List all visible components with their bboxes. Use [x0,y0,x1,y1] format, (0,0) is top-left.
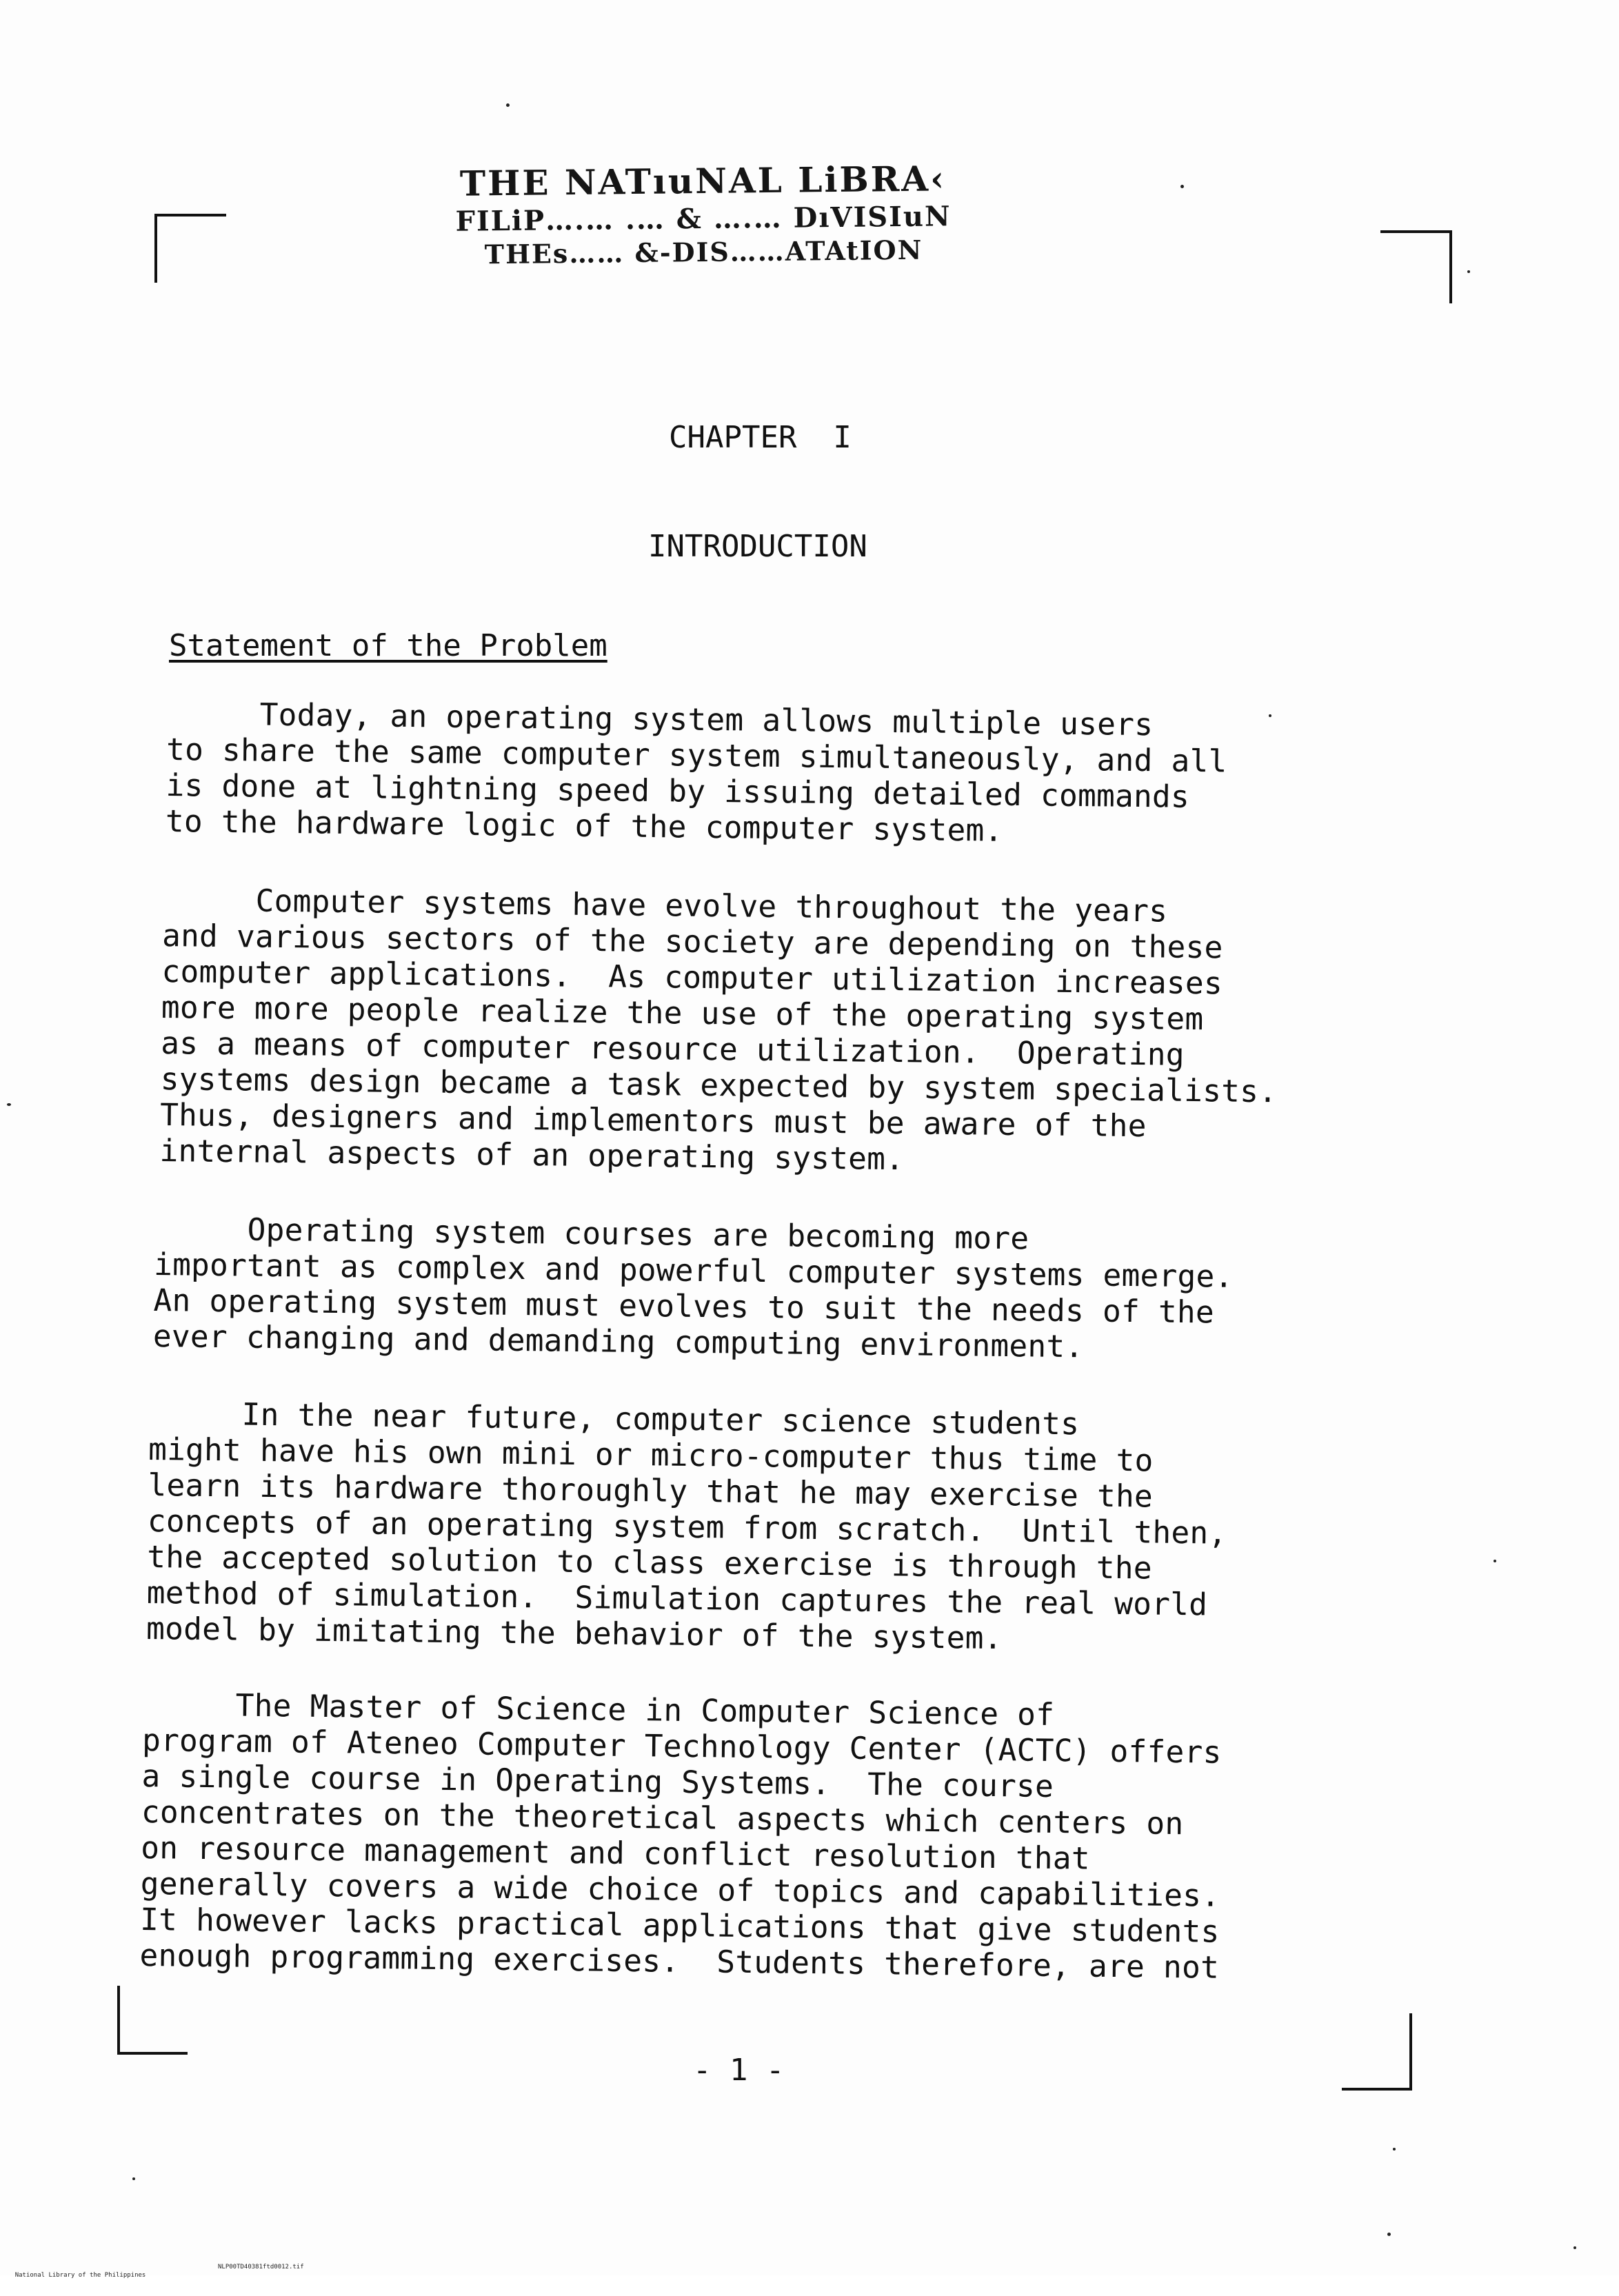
paragraph-line: generally covers a wide choice of topics and capabilities. [140,1866,1220,1914]
paragraph-2 [159,883,1459,1184]
paragraph-line: might have his own mini or micro-computer thus time to [148,1431,1154,1479]
scan-speck [1269,714,1271,717]
chapter-label: CHAPTER I [669,420,852,455]
scan-speck [1573,2246,1576,2249]
crop-mark-bottom-right-horizontal [1342,2088,1412,2091]
paragraph-line: enough programming exercises. Students therefore, are not [139,1937,1220,1986]
footer-library: National Library of the Philippines [14,2272,146,2279]
paragraph-line: computer applications. As computer utilization increases [161,954,1223,1002]
paragraph-line: It however lacks practical applications that give students [139,1902,1220,1950]
paragraph-line: as a means of computer resource utilization. Operating [161,1025,1185,1073]
paragraph-line: concepts of an operating system from scratch. Until then, [147,1503,1227,1551]
paragraph-line: is done at lightning speed by issuing detailed commands [165,767,1190,815]
paragraph-4 [146,1396,1445,1662]
paragraph-1 [165,696,1463,854]
paragraph-line: ever changing and demanding computing environment. [152,1318,1084,1365]
scan-footer [0,2263,304,2296]
library-stamp [441,157,966,272]
page-number: - 1 - [693,2053,785,2088]
paragraph-line: The Master of Science in Computer Science of [142,1687,1055,1733]
paragraph-line: internal aspects of an operating system. [159,1133,905,1178]
paragraph-5 [139,1687,1439,1988]
crop-mark-top-right-vertical [1449,230,1452,303]
crop-mark-top-right-horizontal [1380,230,1452,233]
scan-speck [132,2177,135,2180]
stamp-line-division: FILiP….… .… & ….… DıVISIuN [455,200,952,238]
paragraph-line: Computer systems have evolve throughout the years [162,883,1168,929]
scan-speck [1180,185,1184,188]
scan-speck [1467,270,1470,273]
crop-mark-bottom-left-horizontal [117,2052,188,2055]
section-title: INTRODUCTION [648,529,867,564]
stamp-line-theses: THEs…… &‐DIS……ATAtION [484,234,923,270]
paragraph-line: concentrates on the theoretical aspects which centers on [141,1794,1184,1842]
crop-mark-bottom-left-vertical [117,1986,120,2055]
paragraph-line: In the near future, computer science students [148,1396,1080,1442]
paragraph-line: model by imitating the behavior of the system. [145,1611,1003,1657]
paragraph-line: to the hardware logic of the computer system. [165,803,1003,849]
paragraph-line: systems design became a task expected by system specialists. [160,1061,1278,1110]
paragraph-line: to share the same computer system simultaneously, and all [165,732,1227,780]
paragraph-3 [153,1211,1451,1369]
scan-speck [1393,2148,1396,2151]
paragraph-line: Thus, designers and implementors must be aware of the [159,1097,1147,1145]
paragraph-line: method of simulation. Simulation captures the real world [146,1575,1208,1623]
paragraph-line: Today, an operating system allows multiple users [166,696,1154,743]
crop-mark-top-left-horizontal [154,214,226,216]
crop-mark-top-left-vertical [154,214,157,283]
paragraph-line: and various sectors of the society are depending on these [161,918,1223,966]
scan-speck [1387,2233,1391,2236]
paragraph-line: important as complex and powerful computer systems emerge. [153,1247,1234,1295]
statement-heading: Statement of the Problem [169,628,607,663]
paragraph-line: the accepted solution to class exercise is through the [147,1539,1153,1587]
paragraph-line: An operating system must evolves to suit the needs of the [153,1282,1215,1331]
scan-speck [7,1103,11,1106]
paragraph-line: on resource management and conflict resolution that [141,1830,1091,1877]
paragraph-line: learn its hardware thoroughly that he may exercise the [148,1467,1154,1515]
paragraph-line: a single course in Operating Systems. The course [141,1758,1054,1804]
paragraph-line: program of Ateneo Computer Technology Center (ACTC) offers [141,1722,1222,1771]
scan-speck [506,103,510,107]
scan-speck [1494,1560,1496,1562]
paragraph-line: Operating system courses are becoming more [154,1211,1029,1257]
paragraph-line: more more people realize the use of the operating system [161,989,1204,1038]
crop-mark-bottom-right-vertical [1409,2013,1412,2091]
footer-filename: NLP00TD40381ftd0012.tif [218,2264,304,2270]
stamp-line-library: THE NATıuNAL LiBRA‹ [459,158,947,204]
